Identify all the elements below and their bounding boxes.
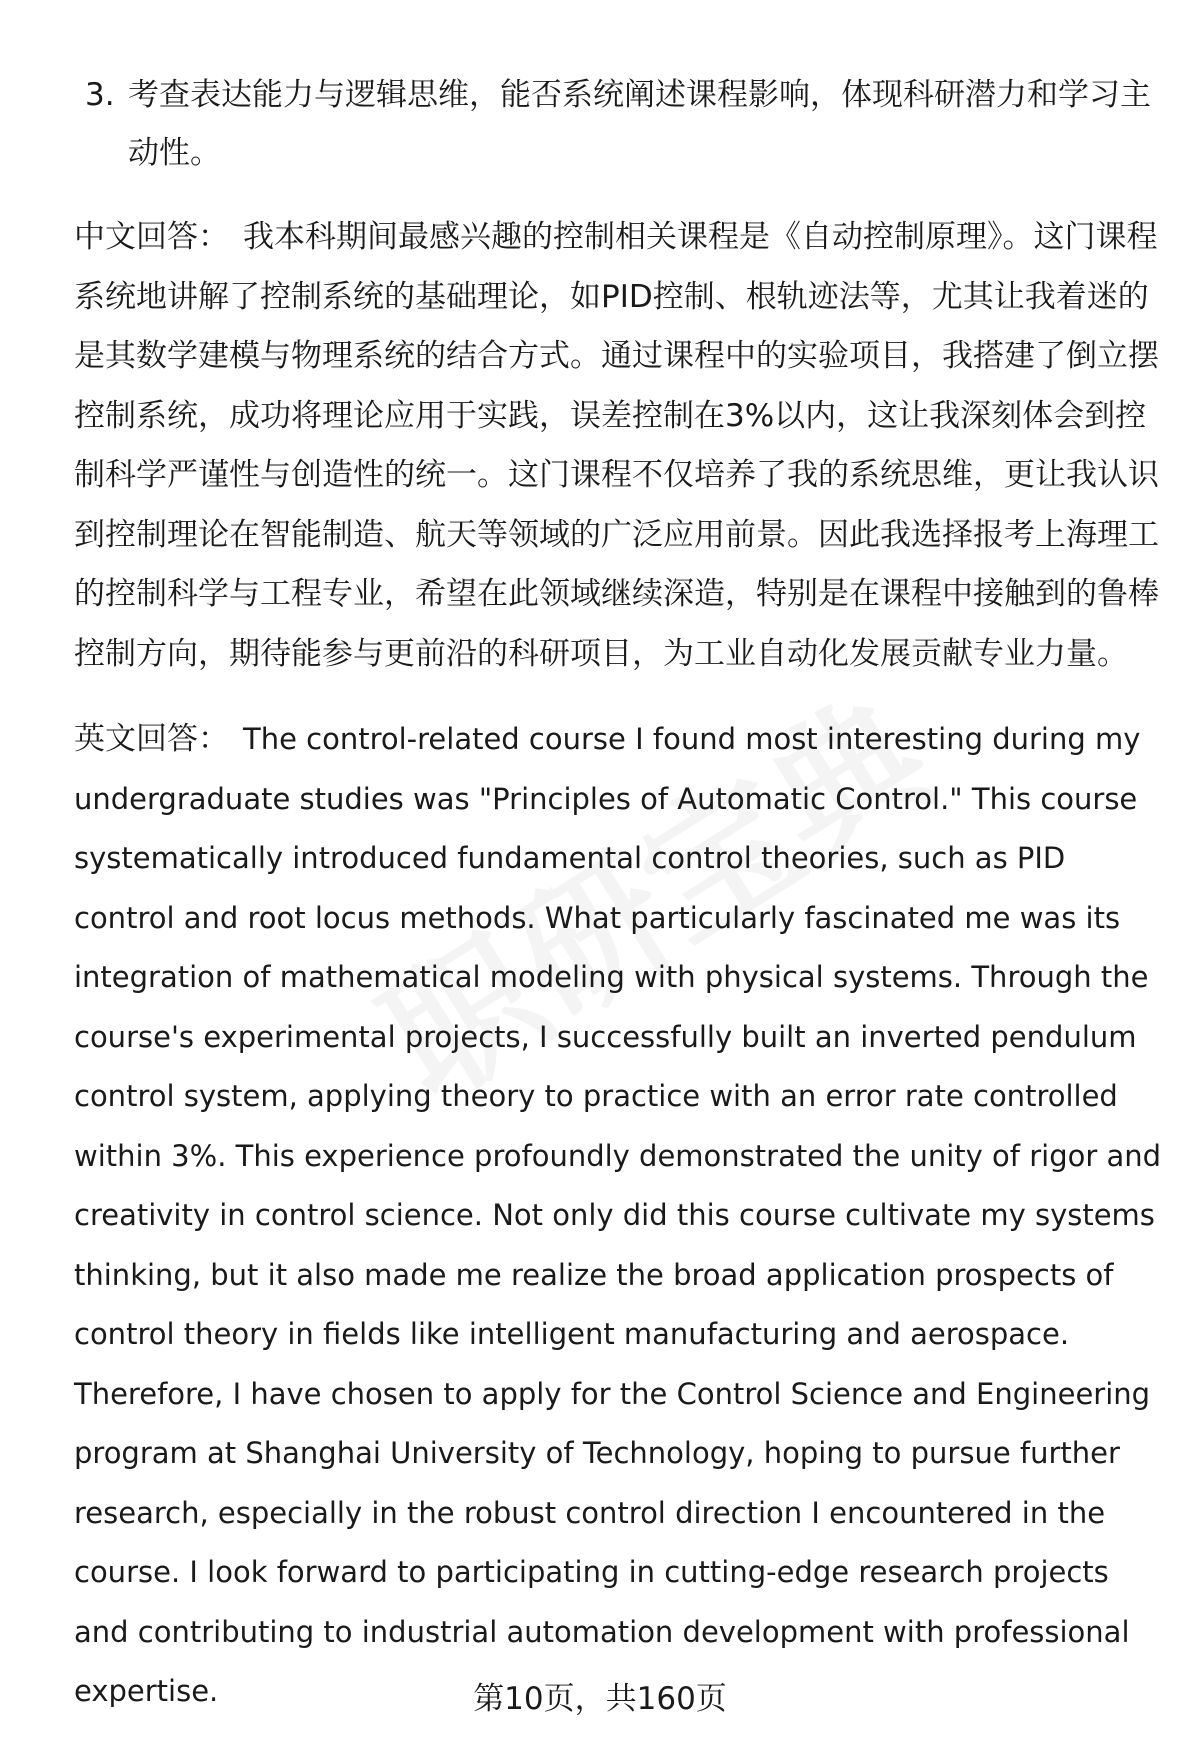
chinese-answer-paragraph [74, 208, 1164, 684]
english-answer-paragraph [74, 710, 1164, 1722]
page-footer: 第10页，共160页 [473, 1681, 727, 1717]
chinese-answer-text: 我本科期间最感兴趣的控制相关课程是《自动控制原理》。这门课程系统地讲解了控制系统的基础理论，如PID控制、根轨迹法等，尤其让我着迷的是其数学建模与物理系统的结合方式。通过课程中的实验项目，我搭建了倒立摆控制系统，成功将理论应用于实践，误差控制在3%以内，这让我深刻体会到控制科学严谨性与创造性的统一。这门课程不仅培养了我的系统思维，更让我认识到控制理论在智能制造、航天等领域的广泛应用前景。因此我选择报考上海理工的控制科学与工程专业，希望在此领域继续深造，特别是在课程中接触到的鲁棒控制方向，期待能参与更前沿的科研项目，为工业自动化发展贡献专业力量。 [74, 219, 1159, 672]
list-number: 3. [85, 77, 115, 113]
document-page [74, 66, 1164, 1722]
list-item-text: 考查表达能力与逻辑思维，能否系统阐述课程影响，体现科研潜力和学习主动性。 [128, 77, 1151, 171]
english-answer-label: 英文回答： [74, 721, 229, 757]
chinese-answer-label: 中文回答： [74, 219, 229, 255]
list-item-3 [74, 66, 1164, 182]
english-answer-text: The control-related course I found most interesting during my undergraduate studies was "Principles of Automatic Control." This course systematically introduced fundamental control theories, such as PID control and root locus methods. What particularly fascinated me was its integration of mathematical modeling with physical systems. Through the course's experimental projects, I successfully built an inverted pendulum control system, applying theory to practice with an error rate controlled within 3%. This experience profoundly demonstrated the unity of rigor and creativity in control science. Not only did this course cultivate my systems thinking, but it also made me realize the broad application prospects of control theory in fields like intelligent manufacturing and aerospace. Therefore, I have chosen to apply for the Control Science and Engineering program at Shanghai University of Technology, hoping to pursue further research, especially in the robust control direction I encountered in the course. I look forward to participating in cutting-edge research projects and contributing to industrial automation development with professional expertise. [74, 722, 1162, 1708]
